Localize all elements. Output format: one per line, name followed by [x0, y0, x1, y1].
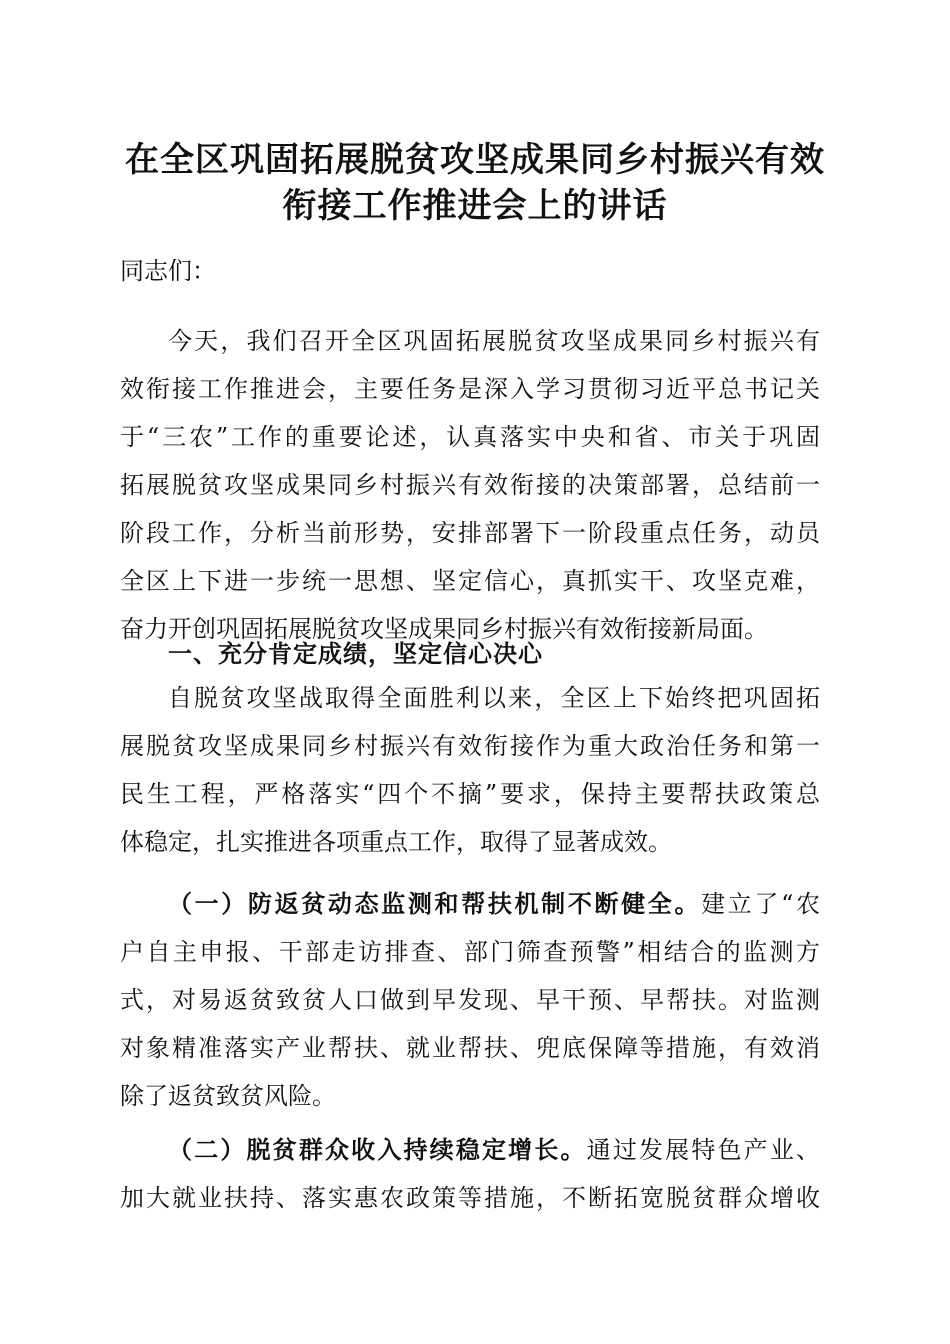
document-title-line-2: 衔接工作推进会上的讲话 — [282, 186, 668, 226]
subsection-1-first-line — [168, 880, 820, 928]
intro-line: 于“三农”工作的重要论述，认真落实中央和省、市关于巩固 — [120, 423, 820, 451]
subsection-1-line: 户自主申报、干部走访排查、部门筛查预警”相结合的监测方 — [120, 938, 820, 966]
salutation: 同志们： — [120, 257, 216, 285]
subsection-2-line: 加大就业扶持、落实惠农政策等措施，不断拓宽脱贫群众增收 — [120, 1184, 820, 1212]
section1-line: 民生工程，严格落实“四个不摘”要求，保持主要帮扶政策总 — [120, 780, 820, 808]
intro-line: 全区上下进一步统一思想、坚定信心，真抓实干、攻坚克难， — [120, 567, 820, 595]
section1-line: 自脱贫攻坚战取得全面胜利以来，全区上下始终把巩固拓 — [168, 684, 820, 712]
subsection-1-line: 式，对易返贫致贫人口做到早发现、早干预、早帮扶。对监测 — [120, 986, 820, 1014]
section1-line: 体稳定，扎实推进各项重点工作，取得了显著成效。 — [120, 828, 672, 856]
section-heading: 一、充分肯定成绩，坚定信心决心 — [168, 640, 543, 668]
subsection-2-first-tail: 通过发展特色产业、 — [586, 1136, 821, 1164]
intro-line: 今天，我们召开全区巩固拓展脱贫攻坚成果同乡村振兴有 — [168, 327, 820, 355]
subsection-1-first-tail: 建立了“农 — [701, 890, 820, 918]
section1-line: 展脱贫攻坚成果同乡村振兴有效衔接作为重大政治任务和第一 — [120, 732, 820, 760]
subsection-2-first-line — [168, 1126, 820, 1174]
subsection-1-heading: （一）防返贫动态监测和帮扶机制不断健全。 — [168, 890, 702, 918]
subsection-1-line: 除了返贫致贫风险。 — [120, 1082, 336, 1110]
subsection-1-line: 对象精准落实产业帮扶、就业帮扶、兜底保障等措施，有效消 — [120, 1034, 820, 1062]
intro-line: 效衔接工作推进会，主要任务是深入学习贯彻习近平总书记关 — [120, 375, 820, 403]
subsection-2-heading: （二）脱贫群众收入持续稳定增长。 — [168, 1136, 587, 1164]
intro-line: 拓展脱贫攻坚成果同乡村振兴有效衔接的决策部署，总结前一 — [120, 471, 820, 499]
intro-line: 奋力开创巩固拓展脱贫攻坚成果同乡村振兴有效衔接新局面。 — [120, 615, 768, 643]
document-title-line-1: 在全区巩固拓展脱贫攻坚成果同乡村振兴有效 — [125, 140, 825, 180]
intro-line: 阶段工作，分析当前形势，安排部署下一阶段重点任务，动员 — [120, 519, 820, 547]
